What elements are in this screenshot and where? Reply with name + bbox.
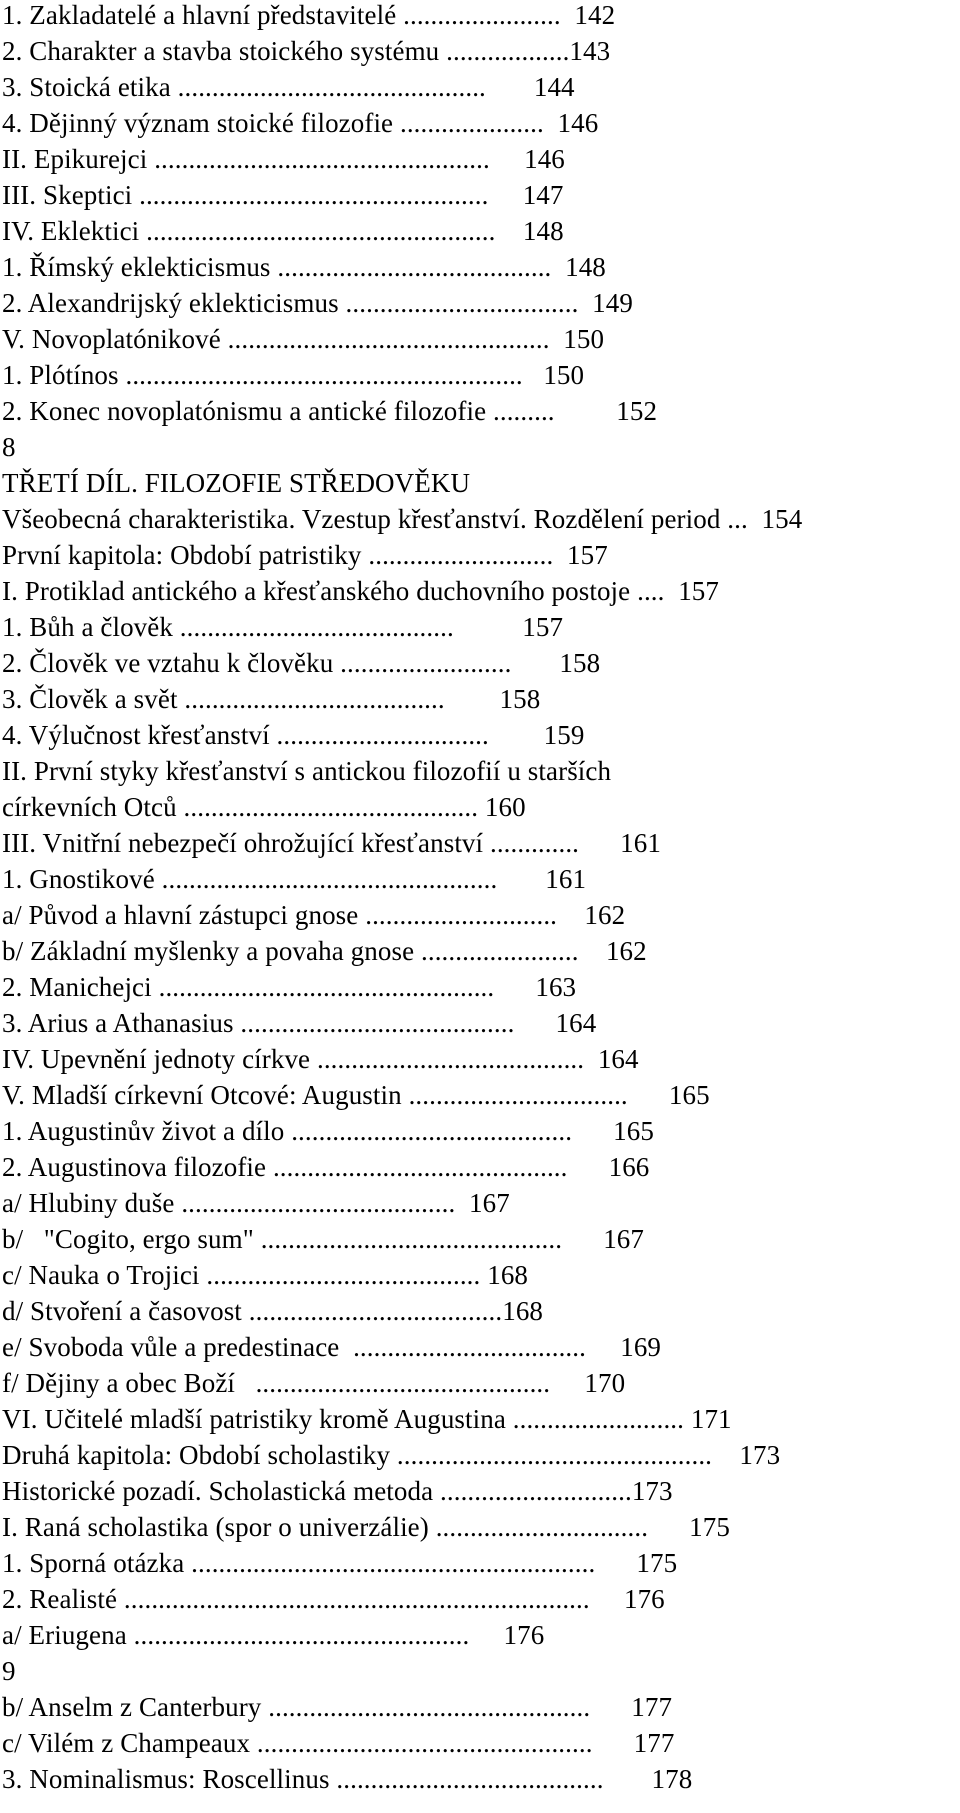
toc-line: VI. Učitelé mladší patristiky kromě Augustina ......................... 171	[2, 1404, 732, 1434]
toc-line: 2. Konec novoplatónismu a antické filozofie ......... 152	[2, 396, 658, 426]
toc-line: 3. Stoická etika ............................................. 144	[2, 72, 575, 102]
toc-line: II. První styky křesťanství s antickou filozofií u starších	[2, 756, 612, 786]
toc-line: 8	[2, 432, 16, 462]
toc-line: 9	[2, 1656, 16, 1686]
toc-line: I. Protiklad antického a křesťanského duchovního postoje .... 157	[2, 576, 719, 606]
toc-line: e/ Svoboda vůle a predestinace .................................. 169	[2, 1332, 662, 1362]
toc-line: 2. Augustinova filozofie ........................................... 166	[2, 1152, 650, 1182]
toc-line: 3. Nominalismus: Roscellinus ....................................... 178	[2, 1764, 693, 1794]
toc-line: Historické pozadí. Scholastická metoda ............................173	[2, 1476, 673, 1506]
toc-line: c/ Vilém z Champeaux ................................................. 177	[2, 1728, 675, 1758]
toc-line: 3. Člověk a svět ...................................... 158	[2, 684, 541, 714]
toc-line: III. Skeptici ................................................... 147	[2, 180, 564, 210]
toc-line: 2. Manichejci ................................................. 163	[2, 972, 577, 1002]
toc-line: 1. Římský eklekticismus ........................................ 148	[2, 252, 606, 282]
toc-line: b/ Anselm z Canterbury ............................................... 177	[2, 1692, 673, 1722]
toc-line: b/ "Cogito, ergo sum" ............................................ 167	[2, 1224, 645, 1254]
toc-line: a/ Původ a hlavní zástupci gnose ............................ 162	[2, 900, 626, 930]
toc-line: a/ Hlubiny duše ........................................ 167	[2, 1188, 510, 1218]
toc-line: 2. Charakter a stavba stoického systému ..................143	[2, 36, 611, 66]
toc-line: církevních Otců ........................................... 160	[2, 792, 526, 822]
toc-line: TŘETÍ DÍL. FILOZOFIE STŘEDOVĚKU	[2, 468, 471, 498]
toc-line: 2. Alexandrijský eklekticismus .................................. 149	[2, 288, 633, 318]
toc-line: 2. Člověk ve vztahu k člověku ......................... 158	[2, 648, 601, 678]
toc-line: V. Novoplatónikové ............................................... 150	[2, 324, 605, 354]
toc-line: 1. Plótínos .......................................................... 150	[2, 360, 585, 390]
toc-line: b/ Základní myšlenky a povaha gnose ....................... 162	[2, 936, 647, 966]
toc-line: 2. Realisté .................................................................... 176	[2, 1584, 665, 1614]
toc-line: 1. Zakladatelé a hlavní představitelé ....................... 142	[2, 0, 616, 30]
toc-line: a/ Eriugena ................................................. 176	[2, 1620, 545, 1650]
toc-line: I. Raná scholastika (spor o univerzálie) ............................... 175	[2, 1512, 730, 1542]
toc-line: 3. Arius a Athanasius ........................................ 164	[2, 1008, 597, 1038]
toc-line: Druhá kapitola: Období scholastiky .............................................. 173	[2, 1440, 781, 1470]
toc-line: 1. Sporná otázka ........................................................... 175	[2, 1548, 678, 1578]
toc-line: II. Epikurejci ................................................. 146	[2, 144, 565, 174]
toc-line: 1. Augustinův život a dílo ......................................... 165	[2, 1116, 654, 1146]
toc-line: 1. Gnostikové ................................................. 161	[2, 864, 587, 894]
toc-line: 1. Bůh a člověk ........................................ 157	[2, 612, 564, 642]
toc-line: První kapitola: Období patristiky ........................... 157	[2, 540, 608, 570]
toc-line: Všeobecná charakteristika. Vzestup křesťanství. Rozdělení period ... 154	[2, 504, 803, 534]
toc-line: 4. Dějinný význam stoické filozofie ..................... 146	[2, 108, 599, 138]
toc-line: III. Vnitřní nebezpečí ohrožující křesťanství ............. 161	[2, 828, 661, 858]
toc-line: IV. Eklektici ................................................... 148	[2, 216, 564, 246]
toc-line: V. Mladší církevní Otcové: Augustin ................................ 165	[2, 1080, 710, 1110]
toc-line: 4. Výlučnost křesťanství ............................... 159	[2, 720, 585, 750]
toc-line: c/ Nauka o Trojici ........................................ 168	[2, 1260, 529, 1290]
toc-line: IV. Upevnění jednoty církve ....................................... 164	[2, 1044, 639, 1074]
toc-line: f/ Dějiny a obec Boží ........................................... 170	[2, 1368, 626, 1398]
toc-line: d/ Stvoření a časovost .....................................168	[2, 1296, 544, 1326]
